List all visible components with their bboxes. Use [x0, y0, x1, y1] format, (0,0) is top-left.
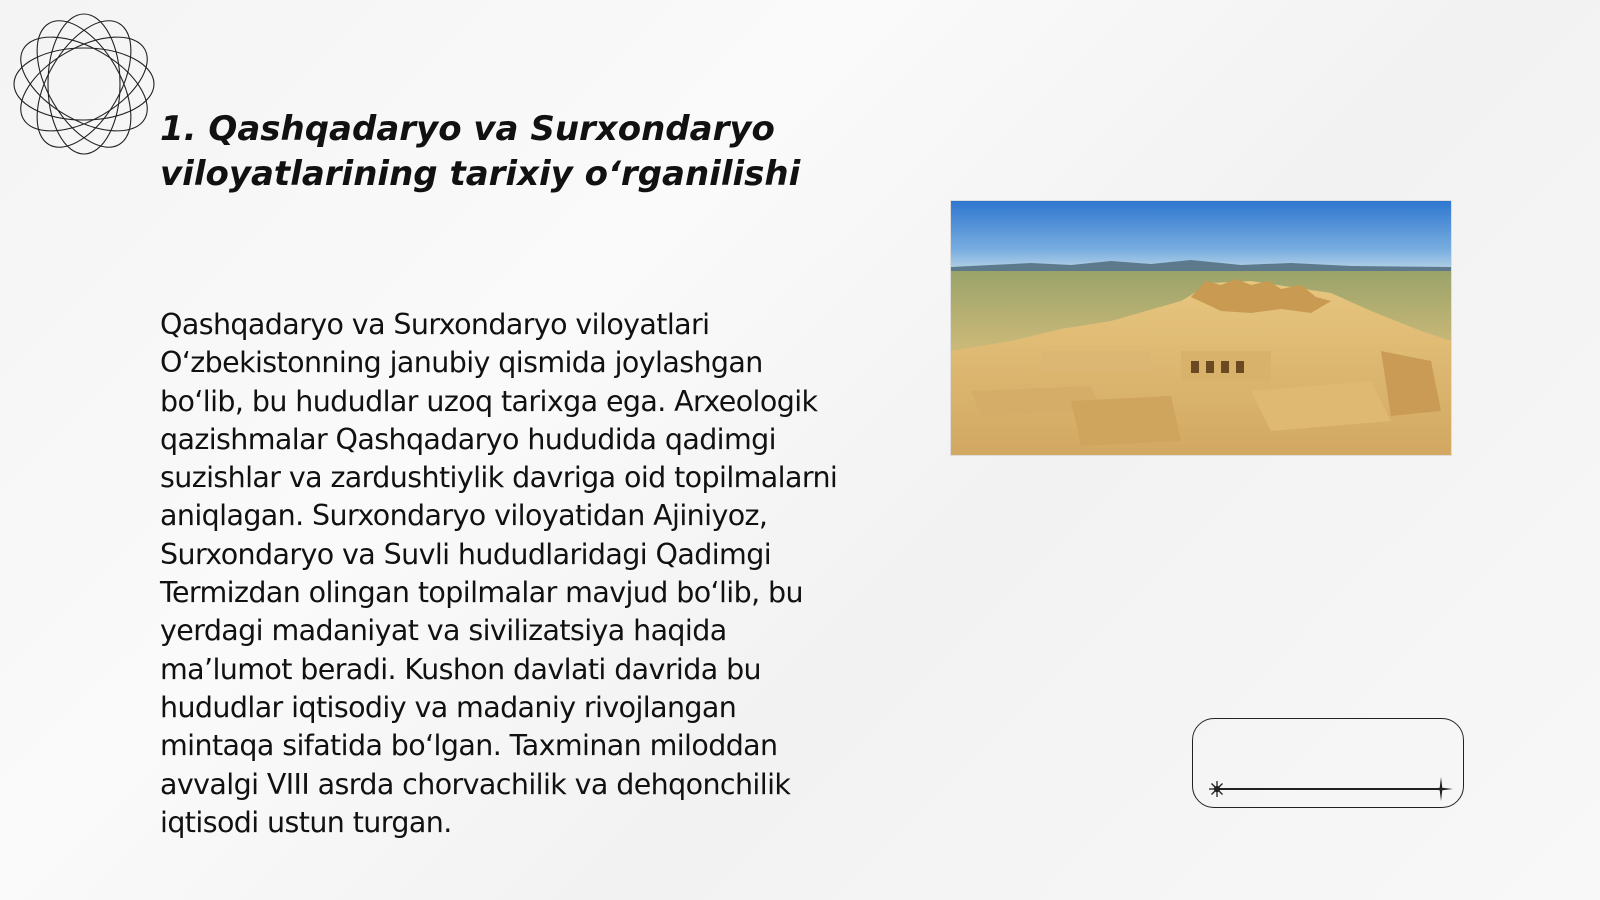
timeline-box [1192, 718, 1464, 808]
orbit-rings-icon [10, 10, 158, 158]
timeline-line [1217, 788, 1441, 790]
slide-title: 1. Qashqadaryo va Surxondaryo viloyatlarining tarixiy o‘rganilishi [160, 109, 801, 194]
four-point-star-icon [1429, 777, 1453, 801]
desert-fortress-ruins-photo [950, 200, 1452, 456]
slide-body-text: Qashqadaryo va Surxondaryo viloyatlari O‘zbekistonning janubiy qismida joylashgan bo‘lib, bu hududlar uzoq tarixga ega. Arxeologik qazishmalar Qashqadaryo hududida qadimgi suzishlar va zardushtiylik davriga oid topilmalarni aniqlagan. Surxondaryo viloyatidan Ajiniyoz, Surxondaryo va Suvli hududlaridagi Qadimgi Termizdan olingan topilmalar mavjud bo‘lib, bu yerdagi madaniyat va sivilizatsiya haqida ma’lumot beradi. Kushon davlati davrida bu hududlar iqtisodiy va madaniy rivojlangan mintaqa sifatida bo‘lgan. Taxminan miloddan avvalgi VIII asrda chorvachilik va dehqonchilik iqtisodi ustun turgan. [160, 308, 838, 839]
sparkle-burst-icon [1207, 779, 1227, 799]
